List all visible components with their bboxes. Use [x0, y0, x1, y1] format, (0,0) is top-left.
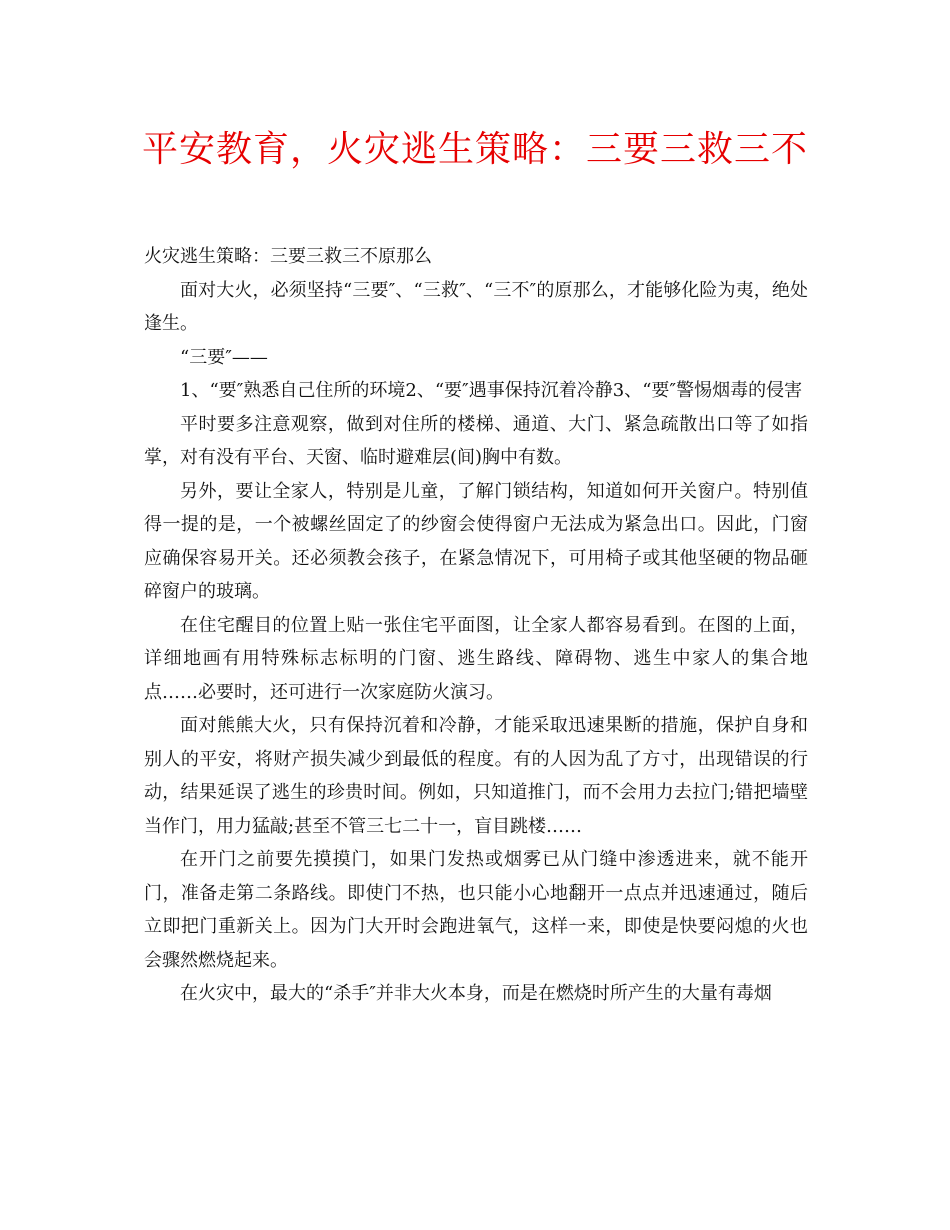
body-paragraph: 在开门之前要先摸摸门，如果门发热或烟雾已从门缝中渗透进来，就不能开门，准备走第二条路线。即使门不热，也只能小心地翻开一点点并迅速通过，随后立即把门重新关上。因为门大开时会跑进氧气，这样一来，即使是快要闷熄的火也会骤然燃烧起来。 [144, 849, 808, 971]
body-paragraph: 火灾逃生策略：三要三救三不原那么 [144, 246, 432, 267]
body-paragraph: 在火灾中，最大的“杀手″并非大火本身，而是在燃烧时所产生的大量有毒烟 [180, 983, 772, 1004]
body-paragraph: 在住宅醒目的位置上贴一张住宅平面图，让全家人都容易看到。在图的上面，详细地画有用特殊标志标明的门窗、逃生路线、障碍物、逃生中家人的集合地点……必要时，还可进行一次家庭防火演习。 [144, 614, 808, 703]
body-paragraph: 面对大火，必须坚持“三要″、“三救″、“三不″的原那么，才能够化险为夷，绝处逢生。 [144, 279, 808, 334]
body-paragraph: 另外，要让全家人，特别是儿童，了解门锁结构，知道如何开关窗户。特别值得一提的是，一个被螺丝固定了的纱窗会使得窗户无法成为紧急出口。因此，门窗应确保容易开关。还必须教会孩子，在紧急情况下，可用椅子或其他坚硬的物品砸碎窗户的玻璃。 [144, 480, 808, 602]
body-paragraph: 平时要多注意观察，做到对住所的楼梯、通道、大门、紧急疏散出口等了如指掌，对有没有平台、天窗、临时避难层(间)胸中有数。 [144, 413, 808, 468]
body-paragraph: “三要″—— [180, 346, 268, 368]
body-paragraph: 1、“要″熟悉自己住所的环境2、“要″遇事保持沉着冷静3、“要″警惕烟毒的侵害 [180, 380, 803, 401]
body-paragraph: 面对熊熊大火，只有保持沉着和冷静，才能采取迅速果断的措施，保护自身和别人的平安，将财产损失减少到最低的程度。有的人因为乱了方寸，出现错误的行动，结果延误了逃生的珍贵时间。例如，只知道推门，而不会用力去拉门;错把墙壁当作门，用力猛敲;甚至不管三七二十一，盲目跳楼…… [144, 715, 808, 837]
document-title: 平安教育，火灾逃生策略：三要三救三不 [141, 129, 808, 170]
document-body [144, 240, 808, 1011]
